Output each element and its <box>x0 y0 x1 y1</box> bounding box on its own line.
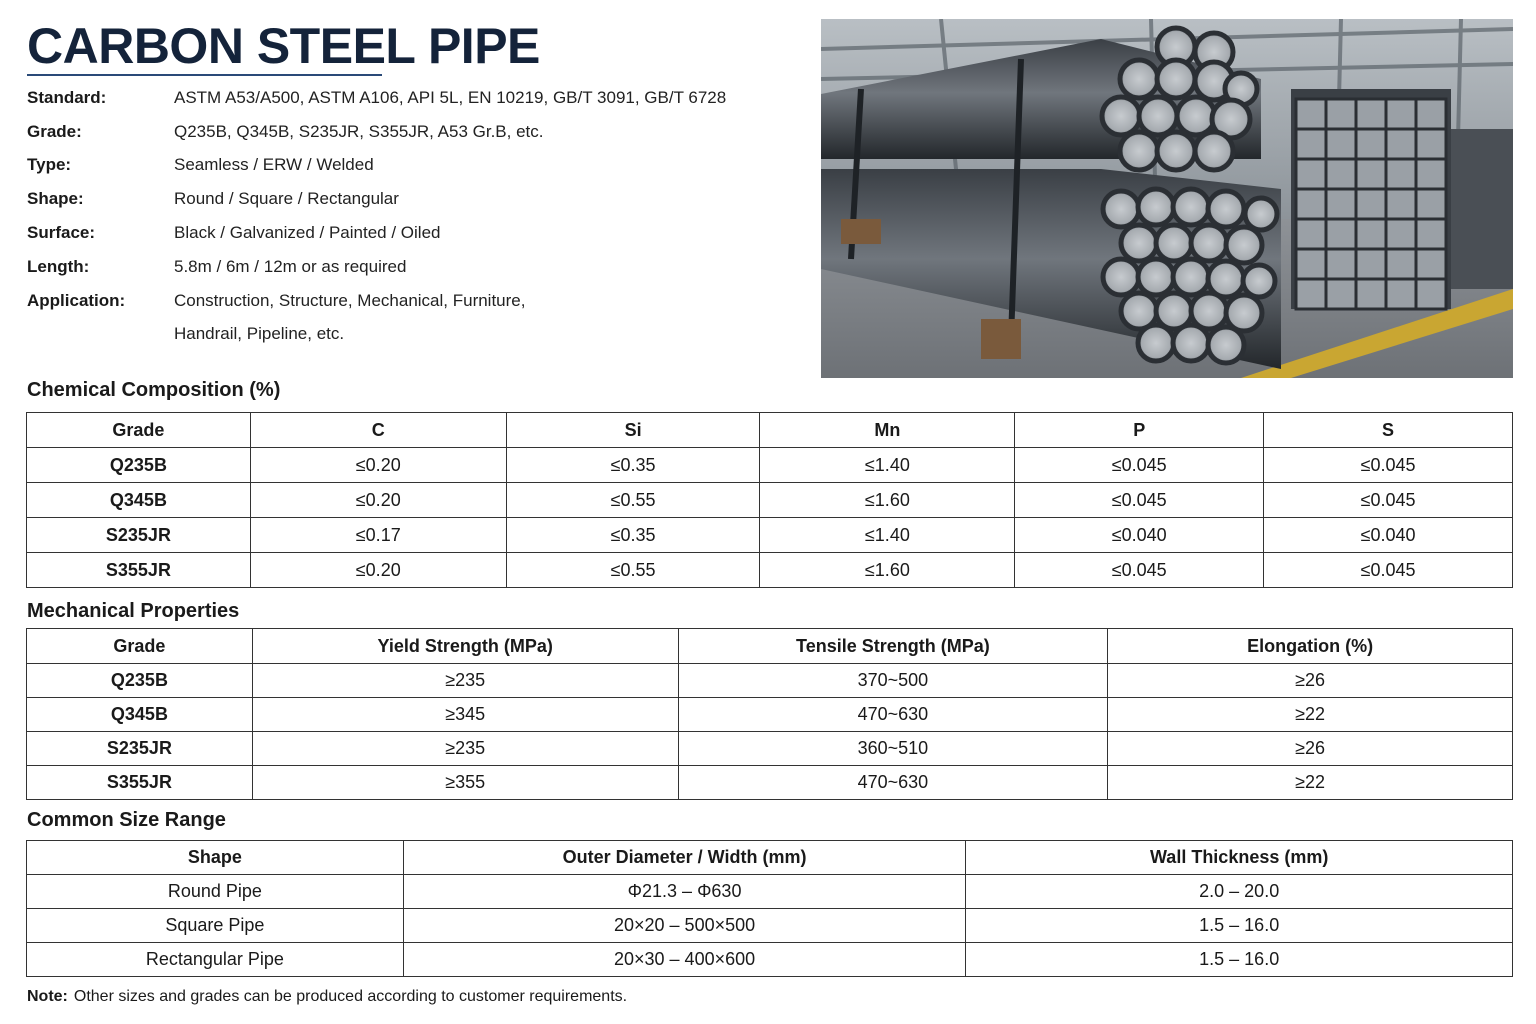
spec-row-type <box>27 149 787 183</box>
table-header-row <box>27 629 1513 664</box>
table-cell: 1.5 – 16.0 <box>966 909 1513 943</box>
spec-label: Standard: <box>27 87 107 107</box>
grade-cell: Q345B <box>27 698 253 732</box>
header-cell: Elongation (%) <box>1108 629 1513 664</box>
table-cell: ≥22 <box>1108 766 1513 800</box>
table-header-row <box>27 413 1513 448</box>
spec-row-surface <box>27 216 787 250</box>
table-cell: ≤0.045 <box>1264 483 1513 518</box>
grade-cell: Q235B <box>27 448 251 483</box>
spec-row-grade <box>27 115 787 149</box>
spec-label: Surface: <box>27 223 96 243</box>
spec-row-application-cont <box>27 318 787 352</box>
note-label: Note: <box>27 988 68 1005</box>
table-cell: ≥355 <box>252 766 678 800</box>
table-row <box>27 943 1513 977</box>
table-cell: ≥345 <box>252 698 678 732</box>
header-cell: Wall Thickness (mm) <box>966 841 1513 875</box>
table-cell: 470~630 <box>678 698 1108 732</box>
header-cell: C <box>250 413 506 448</box>
table-cell: ≤0.17 <box>250 518 506 553</box>
header-cell: Tensile Strength (MPa) <box>678 629 1108 664</box>
header-cell: Grade <box>27 413 251 448</box>
title-underline <box>27 74 382 76</box>
header-cell: Outer Diameter / Width (mm) <box>403 841 966 875</box>
spec-label: Shape: <box>27 189 84 209</box>
table-cell: ≤0.045 <box>1264 448 1513 483</box>
table-cell: ≤0.045 <box>1015 448 1264 483</box>
page-title: CARBON STEEL PIPE <box>27 18 540 74</box>
sizes-table <box>26 840 1513 977</box>
table-cell: ≥235 <box>252 664 678 698</box>
header-cell: Si <box>506 413 760 448</box>
table-cell: ≤0.040 <box>1015 518 1264 553</box>
table-cell: ≤0.55 <box>506 553 760 588</box>
table-cell: ≤0.20 <box>250 448 506 483</box>
header-cell: S <box>1264 413 1513 448</box>
spec-value: Black / Galvanized / Painted / Oiled <box>174 223 441 243</box>
chemical-table <box>26 412 1513 588</box>
header-cell: Mn <box>760 413 1015 448</box>
spec-value: Handrail, Pipeline, etc. <box>174 324 345 344</box>
table-cell: ≥235 <box>252 732 678 766</box>
spec-value: 5.8m / 6m / 12m or as required <box>174 256 407 276</box>
table-cell: 1.5 – 16.0 <box>966 943 1513 977</box>
mechanical-section-title: Mechanical Properties <box>27 600 240 622</box>
header-cell: Shape <box>27 841 404 875</box>
footnote <box>27 988 627 1006</box>
table-cell: ≤1.40 <box>760 448 1015 483</box>
table-row <box>27 553 1513 588</box>
spec-label: Application: <box>27 290 126 310</box>
table-cell: ≤1.40 <box>760 518 1015 553</box>
table-cell: ≤0.20 <box>250 483 506 518</box>
spec-value: ASTM A53/A500, ASTM A106, API 5L, EN 10219, GB/T 3091, GB/T 6728 <box>174 87 727 107</box>
table-row <box>27 732 1513 766</box>
spec-label: Grade: <box>27 121 82 141</box>
grade-cell: S355JR <box>27 553 251 588</box>
pipe-stack-illustration <box>821 19 1513 378</box>
grade-cell: S235JR <box>27 732 253 766</box>
product-photo <box>821 19 1513 378</box>
table-cell: ≤0.20 <box>250 553 506 588</box>
table-cell: ≤1.60 <box>760 483 1015 518</box>
spec-value: Q235B, Q345B, S235JR, S355JR, A53 Gr.B, etc. <box>174 121 544 141</box>
header-cell: Yield Strength (MPa) <box>252 629 678 664</box>
table-cell: ≤0.040 <box>1264 518 1513 553</box>
table-row <box>27 483 1513 518</box>
table-cell: ≤0.045 <box>1015 483 1264 518</box>
table-row <box>27 766 1513 800</box>
header-cell: Grade <box>27 629 253 664</box>
table-row <box>27 518 1513 553</box>
shape-cell: Square Pipe <box>27 909 404 943</box>
table-row <box>27 448 1513 483</box>
header-cell: P <box>1015 413 1264 448</box>
note-text: Other sizes and grades can be produced according to customer requirements. <box>73 988 628 1005</box>
table-row <box>27 909 1513 943</box>
mechanical-table <box>26 628 1513 800</box>
spec-label: Length: <box>27 256 90 276</box>
table-cell: ≤0.55 <box>506 483 760 518</box>
table-cell: ≤1.60 <box>760 553 1015 588</box>
grade-cell: Q235B <box>27 664 253 698</box>
spec-row-application <box>27 284 787 318</box>
spec-label: Type: <box>27 155 72 175</box>
table-cell: ≥26 <box>1108 664 1513 698</box>
table-cell: ≤0.35 <box>506 448 760 483</box>
table-cell: ≥26 <box>1108 732 1513 766</box>
table-row <box>27 664 1513 698</box>
table-header-row <box>27 841 1513 875</box>
grade-cell: S235JR <box>27 518 251 553</box>
table-cell: ≤0.045 <box>1015 553 1264 588</box>
grade-cell: S355JR <box>27 766 253 800</box>
table-cell: ≤0.045 <box>1264 553 1513 588</box>
table-cell: 470~630 <box>678 766 1108 800</box>
shape-cell: Rectangular Pipe <box>27 943 404 977</box>
sizes-section-title: Common Size Range <box>27 809 226 831</box>
chemical-section-title: Chemical Composition (%) <box>27 379 281 401</box>
table-cell: ≤0.35 <box>506 518 760 553</box>
table-cell: 2.0 – 20.0 <box>966 875 1513 909</box>
table-cell: 20×30 – 400×600 <box>403 943 966 977</box>
table-row <box>27 698 1513 732</box>
table-cell: 360~510 <box>678 732 1108 766</box>
spec-row-standard <box>27 81 787 115</box>
spec-row-length <box>27 250 787 284</box>
table-cell: ≥22 <box>1108 698 1513 732</box>
shape-cell: Round Pipe <box>27 875 404 909</box>
spec-row-shape <box>27 182 787 216</box>
table-row <box>27 875 1513 909</box>
spec-value: Construction, Structure, Mechanical, Furniture, <box>174 290 526 310</box>
spec-value: Seamless / ERW / Welded <box>174 155 374 175</box>
table-cell: 20×20 – 500×500 <box>403 909 966 943</box>
grade-cell: Q345B <box>27 483 251 518</box>
spec-list <box>27 81 787 351</box>
table-cell: Φ21.3 – Φ630 <box>403 875 966 909</box>
spec-value: Round / Square / Rectangular <box>174 189 399 209</box>
table-cell: 370~500 <box>678 664 1108 698</box>
